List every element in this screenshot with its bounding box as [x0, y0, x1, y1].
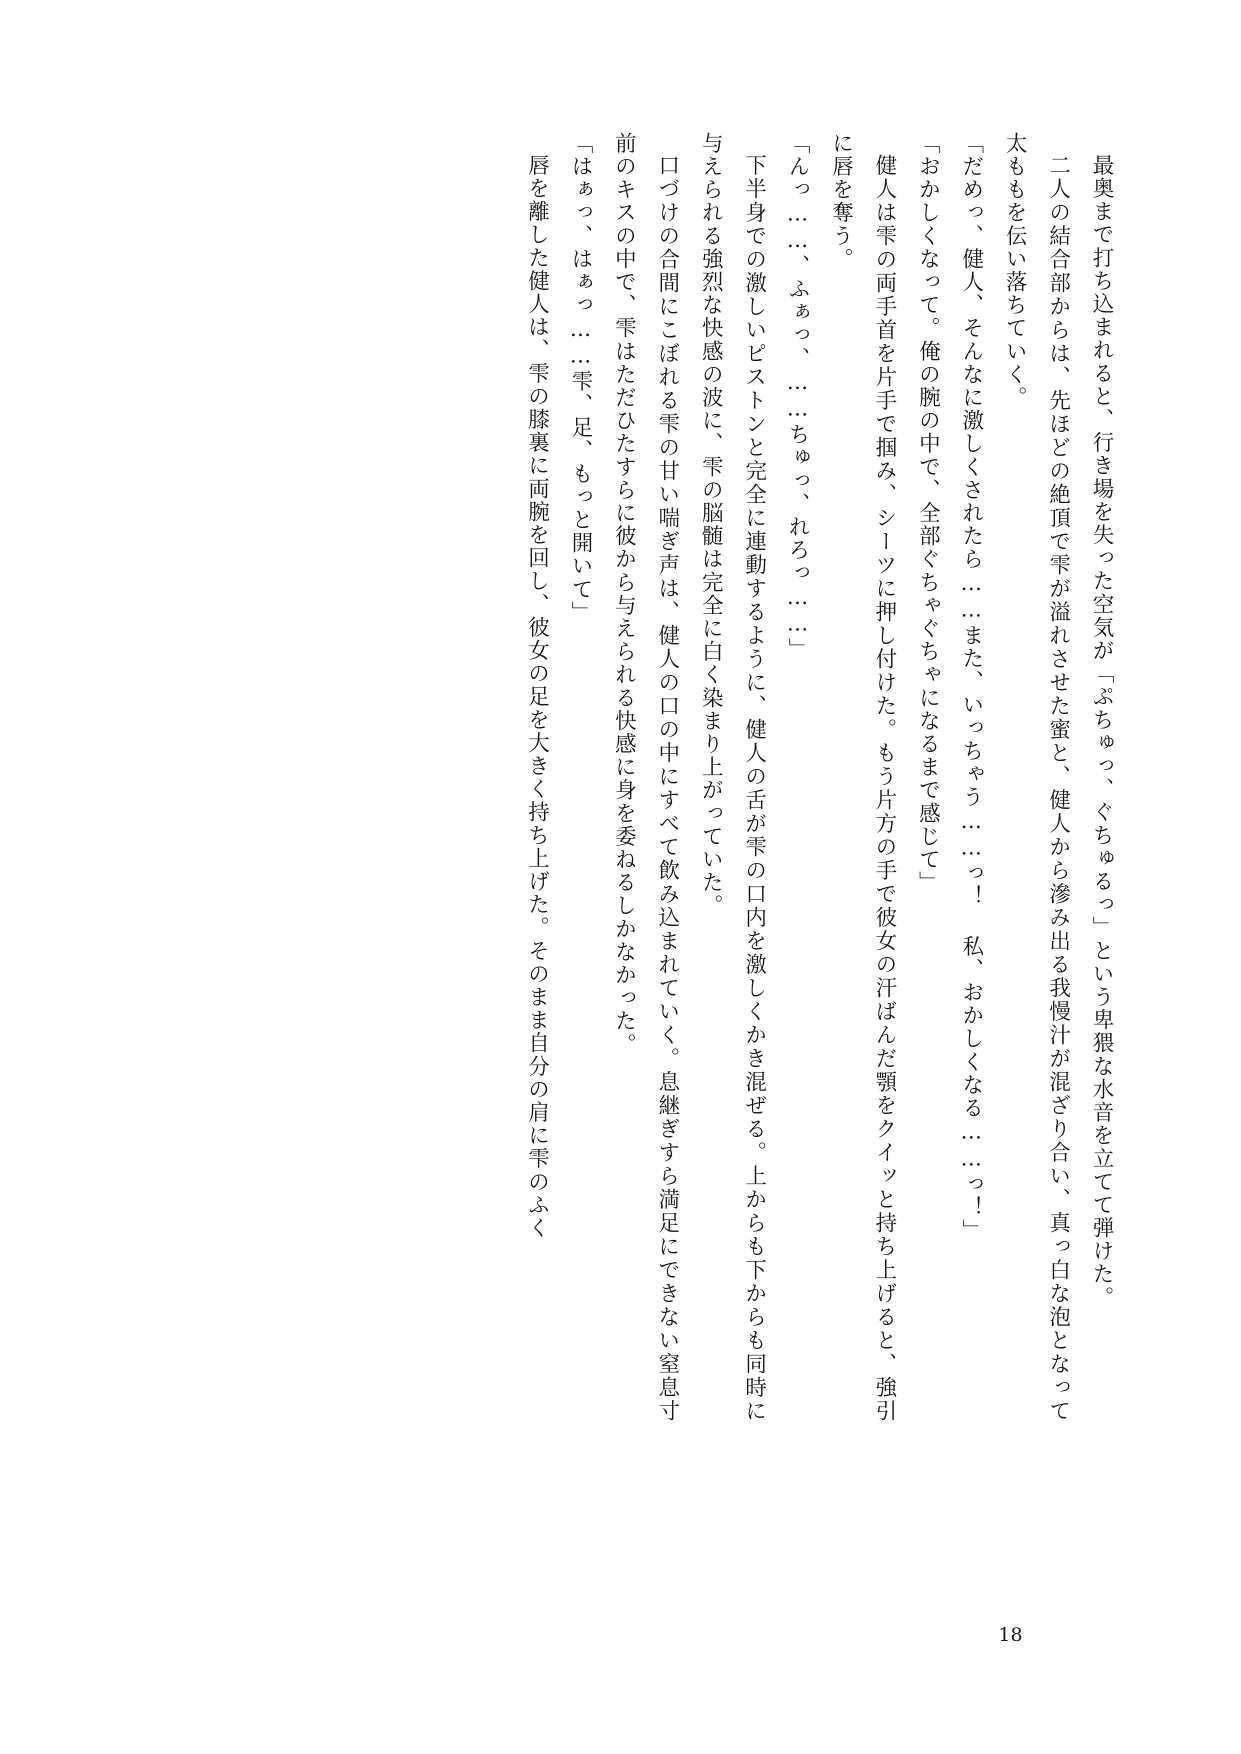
paragraph-dialogue: 「だめっ、健人、そんなに激しくされたら……また、いっちゃう……っ！ 私、おかしくなる……っ！」	[958, 132, 984, 1243]
paragraph: 唇を離した健人は、雫の膝裏に両腕を回し、彼女の足を大きく持ち上げた。そのまま自分の肩に雫のふく	[524, 153, 550, 1240]
page-number-value: 18	[998, 1624, 1023, 1646]
paragraph: 健人は雫の両手首を片手で掴み、シーツに押し付けた。もう片方の手で彼女の汗ばんだ顎をクイッと持ち上げると、強引に唇を奪う。	[828, 132, 897, 1422]
paragraph: 二人の結合部からは、先ほどの絶頂で雫が溢れさせた蜜と、健人から滲み出る我慢汁が混ざり合い、真っ白な泡となって太ももを伝い落ちていく。	[1002, 132, 1071, 1422]
page-number	[0, 1624, 1241, 1646]
paragraph: 最奥まで打ち込まれると、行き場を失った空気が「ぷちゅっ、ぐちゅるっ」という卑猥な水音を立てて弾けた。	[1089, 153, 1114, 1309]
paragraph: 下半身での激しいピストンと完全に連動するように、健人の舌が雫の口内を激しくかき混ぜる。上からも下からも同時に与えられる強烈な快感の波に、雫の脳髄は完全に白く染まり上がっていた。	[698, 132, 767, 1422]
vertical-text-body	[243, 132, 1123, 1422]
paragraph: 口づけの合間にこぼれる雫の甘い喘ぎ声は、健人の口の中にすべて飲み込まれていく。息継ぎすら満足にできない窒息寸前のキスの中で、雫はただひたすらに彼から与えられる快感に身を委ねるしかなかった。	[611, 132, 680, 1422]
paragraph-dialogue: 「んっ……、ふぁっ、……ちゅっ、れろっ……」	[785, 132, 811, 662]
paragraph-dialogue: 「おかしくなって。俺の腕の中で、全部ぐちゃぐちゃになるまで感じて」	[915, 132, 941, 895]
paragraph-dialogue: 「はぁっ、はぁっ……雫、足、もっと開いて」	[567, 132, 593, 625]
